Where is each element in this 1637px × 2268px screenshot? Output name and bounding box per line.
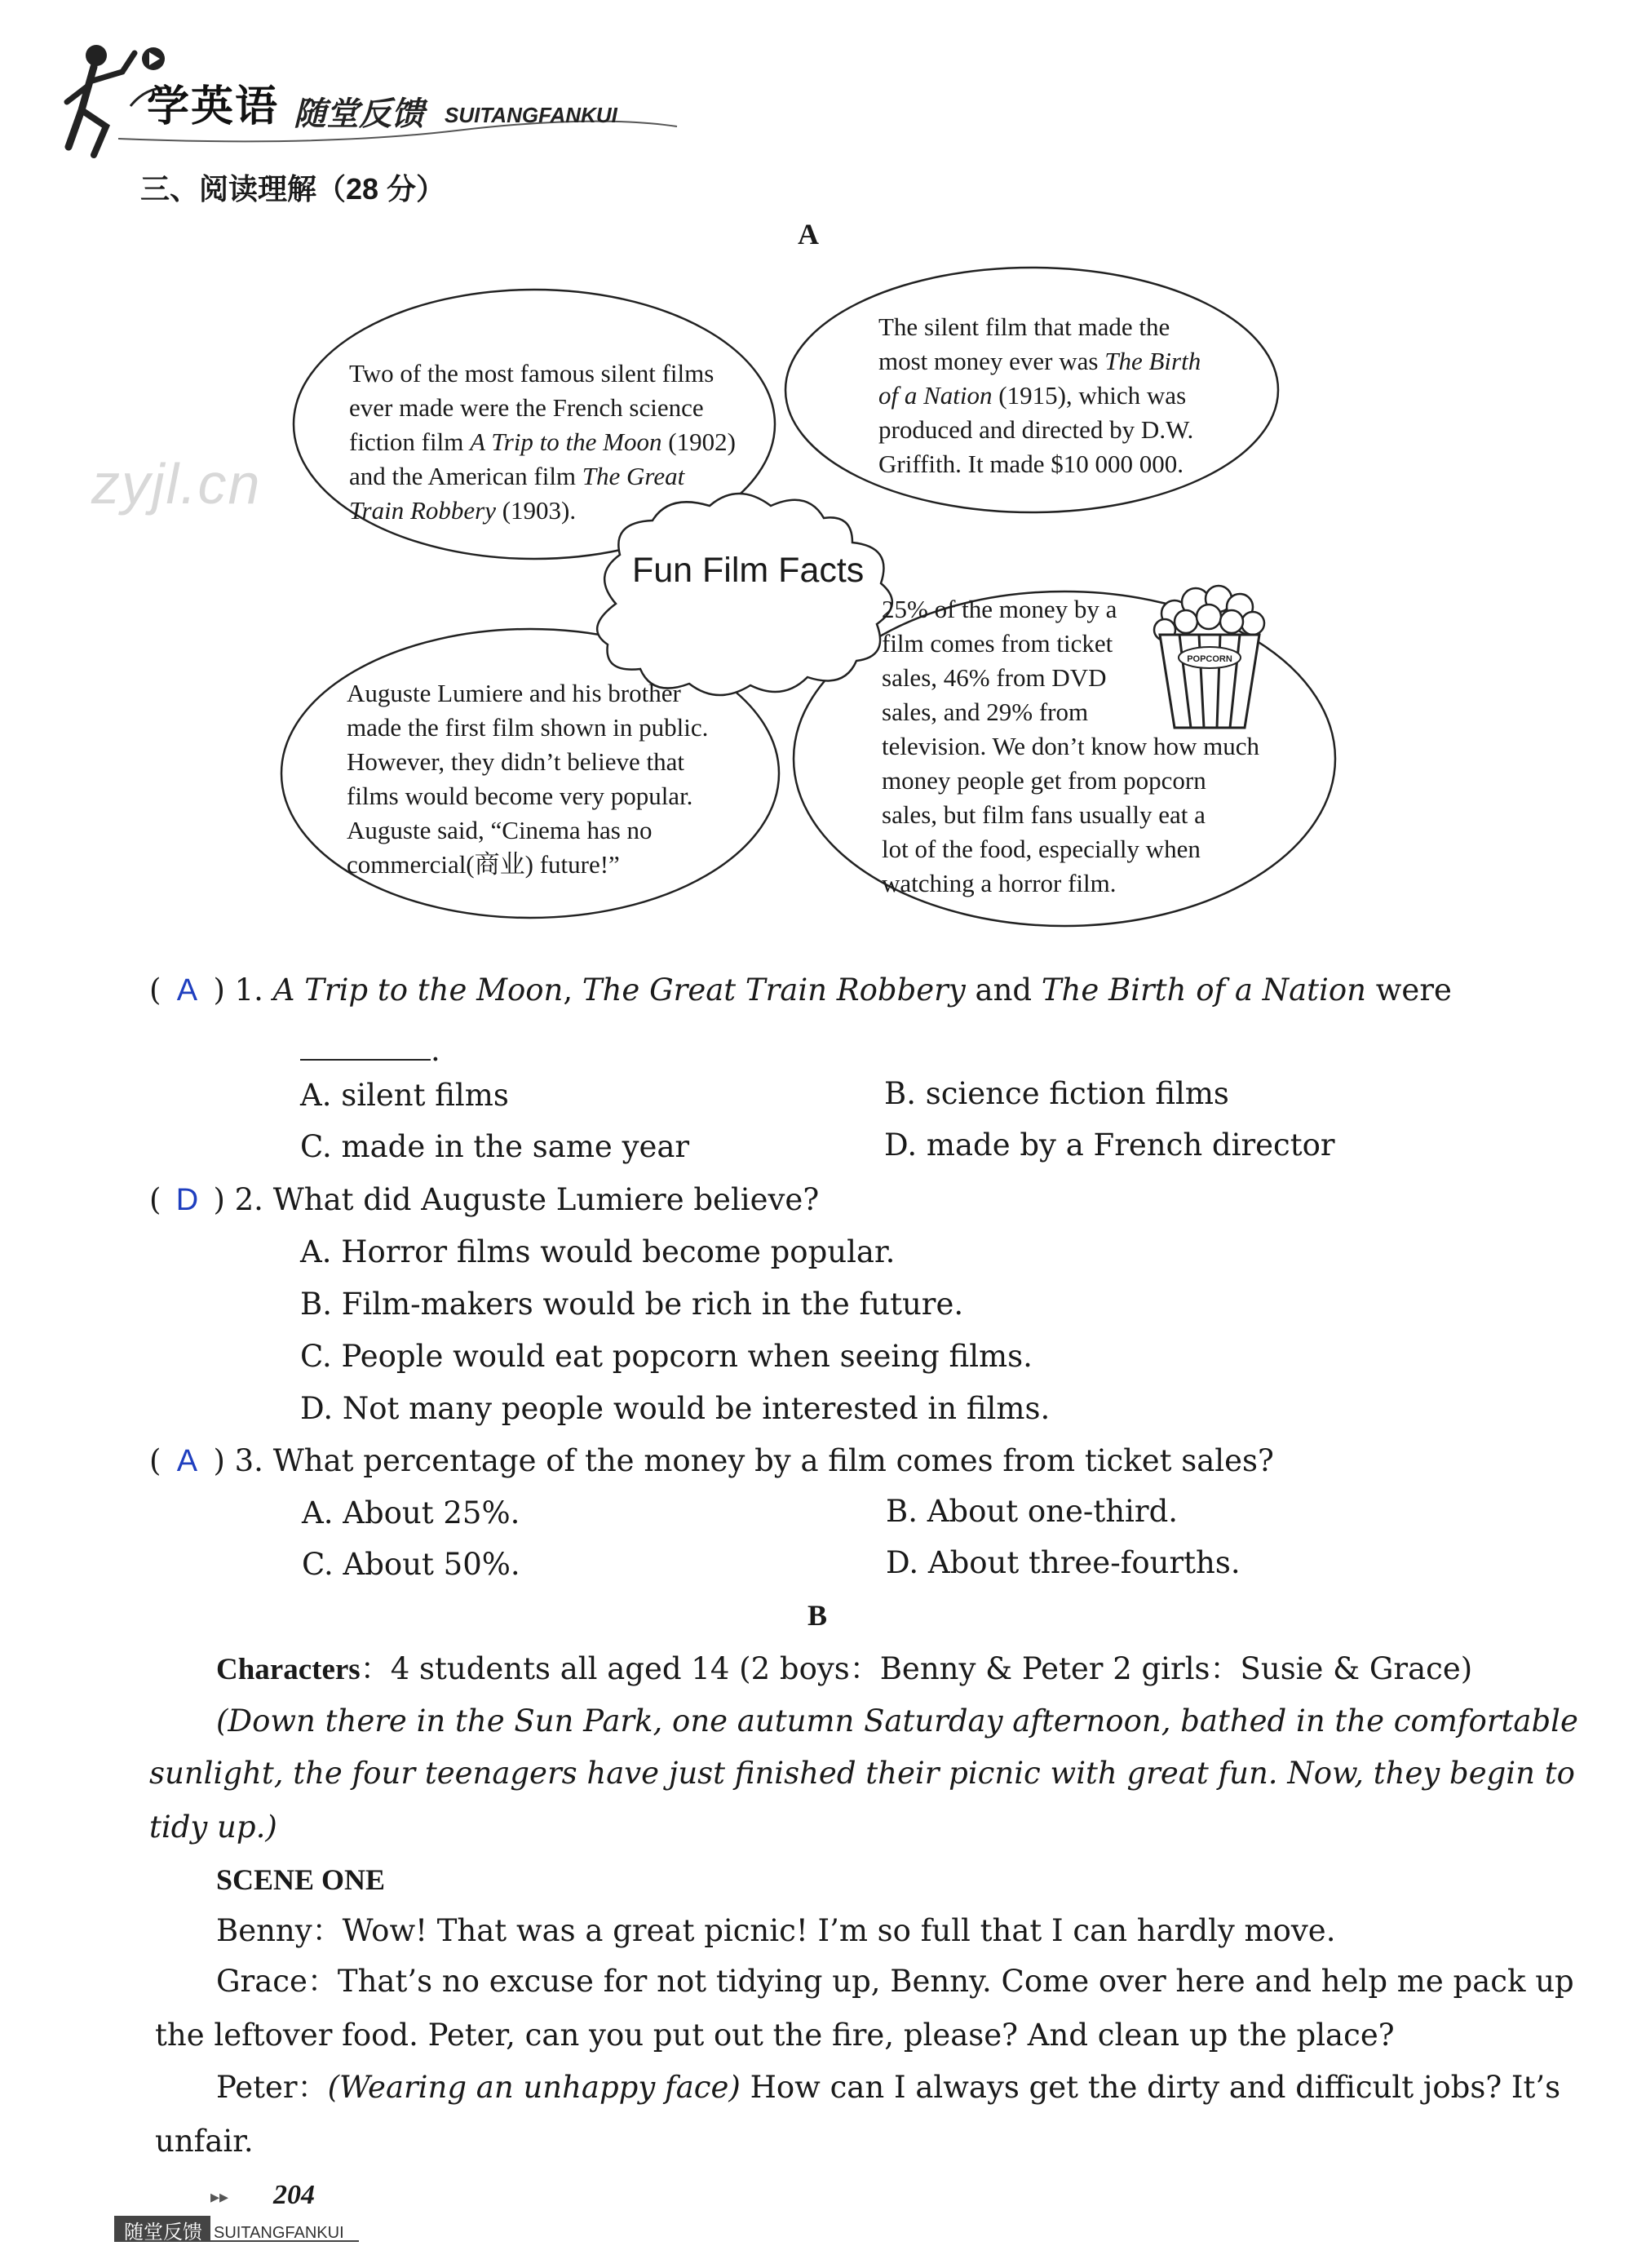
stage-direction-1: (Down there in the Sun Park, one autumn Saturday afternoon, bathed in the comfortable: [216, 1703, 1578, 1739]
stage-direction-2: sunlight, the four teenagers have just finished their picnic with great fun. Now, they begin to: [149, 1756, 1575, 1791]
dialogue-grace-2: the leftover food. Peter, can you put out the fire, please? And clean up the place?: [155, 2018, 1395, 2053]
question-3: ( A ) 3. What percentage of the money by a film comes from ticket sales?: [149, 1442, 1274, 1481]
question-2: ( D ) 2. What did Auguste Lumiere believe?: [149, 1181, 819, 1220]
q1-option-b: B. science fiction films: [884, 1076, 1229, 1111]
q2-option-d: D. Not many people would be interested in films.: [300, 1391, 1051, 1426]
passage-b-label: B: [807, 1599, 828, 1632]
q3-option-d: D. About three-fourths.: [886, 1545, 1241, 1580]
dialogue-benny: Benny：Wow! That was a great picnic! I’m so full that I can hardly move.: [216, 1913, 1336, 1948]
watermark: zyjl.cn: [91, 452, 262, 516]
popcorn-icon: [1148, 581, 1271, 733]
center-title: Fun Film Facts: [632, 551, 865, 590]
brand-title: 学英语: [147, 83, 280, 131]
bubble-1: Two of the most famous silent films ever made were the French science fiction film A Trip to the Moon (1902) and the American film The Great Train Robbery (1903).: [349, 359, 736, 525]
section-title: 三、阅读理解（28 分）: [140, 172, 446, 206]
footer-arrows: ▸▸: [210, 2186, 229, 2207]
dialogue-peter-2: unfair.: [155, 2124, 254, 2159]
footer-tag: [114, 2213, 359, 2242]
characters-line: Characters：4 students all aged 14 (2 boys：Benny & Peter 2 girls：Susie & Grace): [216, 1651, 1473, 1686]
q2-option-b: B. Film-makers would be rich in the future.: [300, 1287, 964, 1322]
answer-2: D: [175, 1183, 199, 1217]
bubble-4: 25% of the money by a film comes from ticket sales, 46% from DVD sales, and 29% from television. We don’t know how much money people get from popcorn sales, but film fans usually eat a lot of the food, especially when watching a horror film.: [882, 595, 1260, 897]
popcorn-label: POPCORN: [1187, 654, 1232, 664]
passage-a-label: A: [798, 218, 819, 250]
footer-tag-en: SUITANGFANKUI: [214, 2224, 344, 2242]
footer-tag-cn: 随堂反馈: [124, 2221, 202, 2244]
q1-option-a: A. silent films: [300, 1078, 509, 1113]
q3-option-b: B. About one-third.: [886, 1494, 1179, 1529]
dialogue-grace-1: Grace：That’s no excuse for not tidying up, Benny. Come over here and help me pack up: [216, 1964, 1574, 1999]
scene-title: SCENE ONE: [216, 1863, 386, 1896]
q1-option-d: D. made by a French director: [884, 1127, 1335, 1163]
stage-direction-3: tidy up.): [149, 1810, 277, 1845]
question-1: ( A ) 1. A Trip to the Moon, The Great Train Robbery and The Birth of a Nation were: [149, 971, 1452, 1010]
q3-option-a: A. About 25%.: [302, 1495, 520, 1530]
page-header: [57, 33, 677, 163]
bubble-2: The silent film that made the most money ever was The Birth of a Nation (1915), which was produced and directed by D.W. Griffith. It made $10 000 000.: [878, 312, 1201, 478]
blank-period: .: [431, 1033, 440, 1068]
brand-subtitle: 随堂反馈: [294, 96, 424, 132]
dialogue-peter-1: Peter：(Wearing an unhappy face) How can I always get the dirty and difficult jobs? It’s: [216, 2070, 1561, 2105]
brand-subtitle-en: SUITANGFANKUI: [445, 103, 617, 127]
q3-option-c: C. About 50%.: [302, 1547, 520, 1582]
bubble-3: Auguste Lumiere and his brother made the first film shown in public. However, they didn’t believe that films would become very popular. Auguste said, “Cinema has no commercial(商业) future!”: [347, 679, 709, 879]
q2-option-a: A. Horror films would become popular.: [300, 1234, 896, 1269]
q1-option-c: C. made in the same year: [300, 1129, 690, 1164]
answer-3: A: [176, 1444, 198, 1478]
answer-1: A: [176, 973, 198, 1008]
q2-option-c: C. People would eat popcorn when seeing films.: [300, 1339, 1033, 1374]
page-number: 204: [273, 2180, 315, 2210]
answer-blank: [300, 1059, 431, 1061]
